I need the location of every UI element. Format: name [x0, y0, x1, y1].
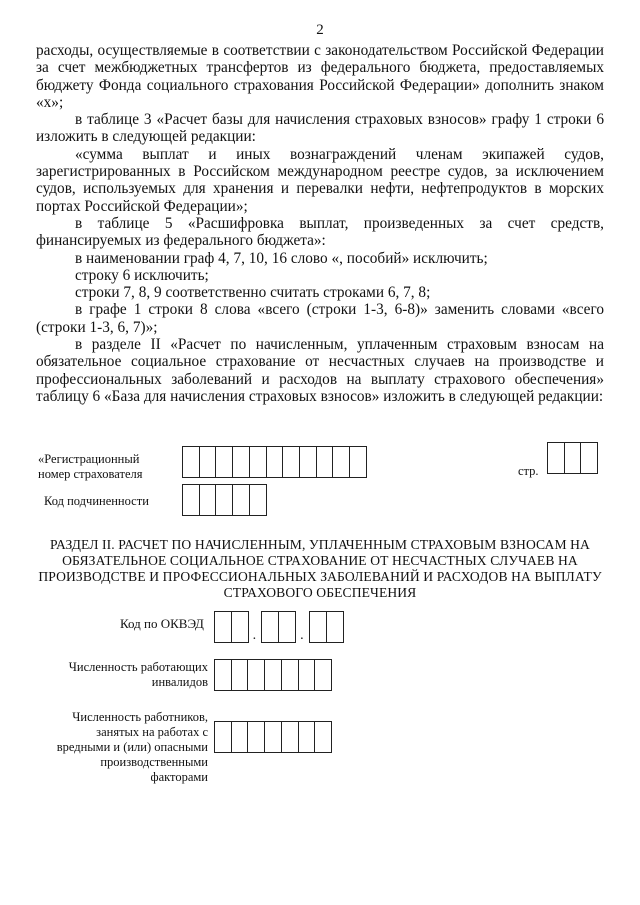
paragraph: строку 6 исключить; — [75, 266, 209, 284]
paragraph: в таблице 3 «Расчет базы для начисления страховых взносов» графу 1 строки 6 изложить в следующей редакции: — [36, 111, 604, 146]
paragraph: в графе 1 строки 8 слова «всего (строки 1-3, 6-8)» заменить словами «всего (строки 1-3, 6, 7)»; — [36, 301, 604, 336]
harmful-count-cells[interactable] — [214, 721, 331, 753]
okved-cells[interactable] — [214, 611, 342, 643]
page-label: стр. — [518, 464, 539, 478]
paragraph: «сумма выплат и иных вознаграждений членам экипажей судов, зарегистрированных в Российском международном реестре судов, за исключением судов, используемых для хранения и перевалки нефти, нефтепродуктов в морских портах Российской Федерации»; — [36, 145, 604, 215]
disabled-count-label: Численность работающих инвалидов — [68, 660, 208, 689]
page-number: 2 — [316, 22, 324, 38]
harmful-count-label: Численность работников, занятых на работах с вредными и (или) опасными производственными факторами — [56, 710, 208, 784]
subordination-label: Код подчиненности — [44, 494, 149, 508]
page-number-cells[interactable] — [547, 442, 597, 474]
paragraph: в наименовании граф 4, 7, 10, 16 слово «, пособий» исключить; — [75, 249, 488, 267]
section-title: РАЗДЕЛ II. РАСЧЕТ ПО НАЧИСЛЕННЫМ, УПЛАЧЕННЫМ СТРАХОВЫМ ВЗНОСАМ НА ОБЯЗАТЕЛЬНОЕ СОЦИАЛЬНОЕ СТРАХОВАНИЕ ОТ НЕСЧАСТНЫХ СЛУЧАЕВ НА ПРОИЗВОДСТВЕ И ПРОФЕССИОНАЛЬНЫХ ЗАБОЛЕВАНИЙ И РАСХОДОВ НА ВЫПЛАТУ СТРАХОВОГО ОБЕСПЕЧЕНИЯ — [38, 537, 602, 600]
paragraph: строки 7, 8, 9 соответственно считать строками 6, 7, 8; — [75, 284, 431, 302]
paragraph: расходы, осуществляемые в соответствии с законодательством Российской Федерации за счет межбюджетных трансфертов из федерального бюджета, предоставляемых бюджету Фонда социального страхования Российской Федерации» дополнить знаком «х»; — [36, 42, 604, 111]
okved-separator: . — [252, 628, 257, 643]
disabled-count-cells[interactable] — [214, 659, 331, 691]
reg-number-label: «Регистрационный номер страхователя — [38, 452, 143, 481]
subordination-cells[interactable] — [182, 484, 266, 516]
paragraph: в таблице 5 «Расшифровка выплат, произведенных за счет средств, финансируемых из федерального бюджета»: — [36, 214, 604, 250]
paragraph: в разделе II «Расчет по начисленным, уплаченным страховым взносам на обязательное социальное страхование от несчастных случаев на производстве и профессиональных заболеваний и расходов на выплату страхового обеспечения» таблицу 6 «База для начисления страховых взносов» изложить в следующей редакции: — [36, 336, 604, 405]
reg-number-cells[interactable] — [182, 446, 366, 478]
okved-label: Код по ОКВЭД — [120, 616, 204, 631]
okved-separator: . — [300, 628, 304, 643]
